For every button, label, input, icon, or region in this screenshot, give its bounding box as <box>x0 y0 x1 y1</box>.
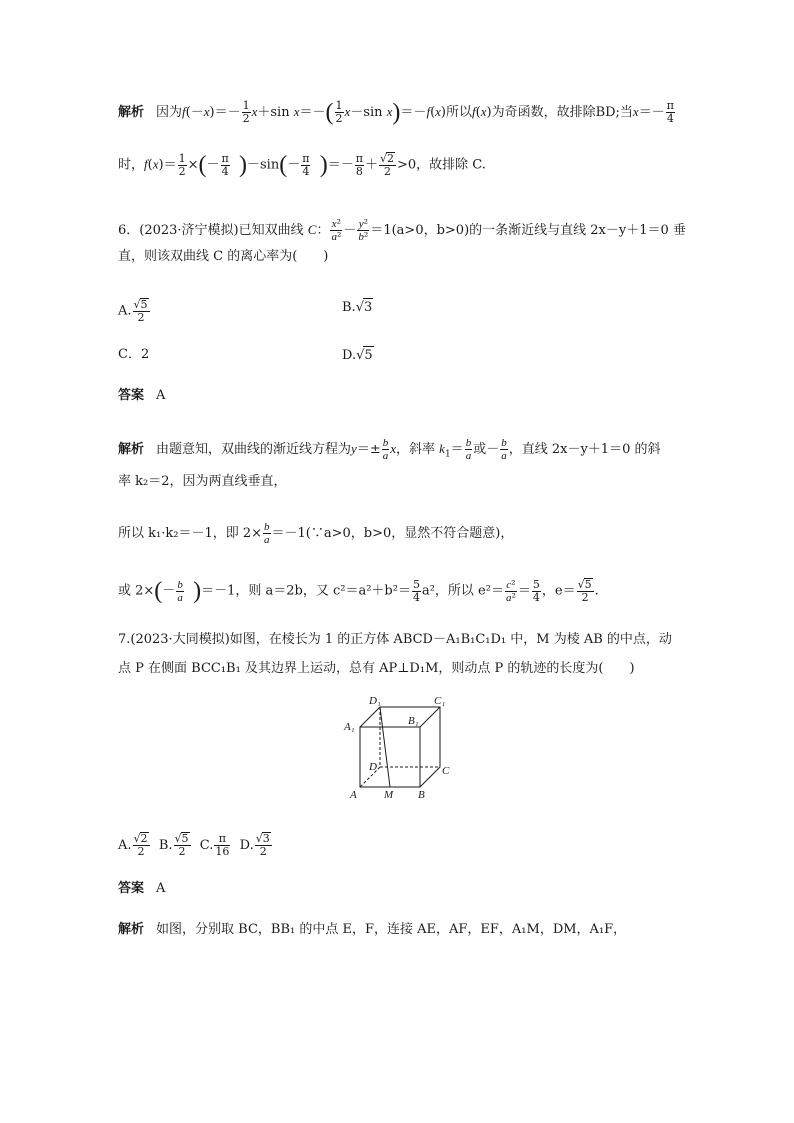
q6-option-d[interactable]: D.√5 <box>342 348 373 363</box>
q7-explanation-line-1 <box>118 921 626 939</box>
label-c: C <box>442 765 450 777</box>
text: 6．(2023·济宁模拟)已知双曲线 <box>118 223 304 238</box>
q6-stem-line-2: 直，则该双曲线 C 的离心率为( ) <box>118 249 329 264</box>
explanation-line-2: 时，f(x)＝ $\frac{1}{2}$ ×(－ $\frac{\pi}{4}$ )－sin(－ $\frac{\pi}{4}$ )＝－ $\frac{\pi}{8}$ ＋ $\frac{√2}{2}$ >0，故排除 C. <box>118 151 486 178</box>
q7-stem-line-1: 7.(2023·大同模拟)如图，在棱长为 1 的正方体 ABCD－A₁B₁C₁D₁ 中，M 为棱 AB 的中点，动 <box>118 632 672 647</box>
option-letter: B. <box>342 300 356 315</box>
text: 由题意知，双曲线的渐近线方程为 <box>156 442 352 457</box>
q6-stem-line-1: 6．(2023·济宁模拟)已知双曲线 C： $\frac{\text{x²}}{\text{a²}}$ － $\frac{\text{y²}}{\text{b²}}$ ＝1(a>0，b>0)的一条渐近线与直线 2x－y＋1＝0 垂 <box>118 217 686 243</box>
label-c1: C₁ <box>434 695 446 707</box>
q6-answer <box>118 387 165 405</box>
q6-option-c[interactable]: C．2 <box>118 347 150 362</box>
q7-options <box>118 832 273 858</box>
explanation-line-1: 解析 因为f(－x)＝－ $\frac{1}{2}$ x＋sin x＝－( $\frac{1}{2}$ x－sin x)＝－f(x)所以f(x)为奇函数，故排除BD;当x＝－ $\frac{\pi}{4}$ <box>118 99 674 126</box>
q7-answer <box>118 880 165 898</box>
answer-label: 答案 <box>118 388 145 403</box>
label-m: M <box>384 789 394 801</box>
answer-label: 答案 <box>118 881 145 896</box>
edge <box>420 707 440 727</box>
jiexi-label: 解析 <box>118 442 145 457</box>
text: 为奇函数，故排除BD;当 <box>491 105 633 120</box>
q7-option-d[interactable]: D. $\frac{√3}{2}$ <box>239 832 270 858</box>
option-letter: A. <box>118 837 132 853</box>
q6-option-b[interactable]: B.√3 <box>342 300 373 315</box>
q6-explanation-line-3: 所以 k₁·k₂＝－1，即 2× $\frac{b}{a}$ ＝－1(∵a>0，b>0，显然不符合题意)， <box>118 521 514 546</box>
jiexi-label: 解析 <box>118 922 145 937</box>
label-a1: A₁ <box>344 721 355 733</box>
q7-stem-line-2: 点 P 在侧面 BCC₁B₁ 及其边界上运动，总有 AP⊥D₁M，则动点 P 的轨迹的长度为( ) <box>118 661 635 676</box>
option-letter: D. <box>342 348 357 363</box>
text: ，e＝ <box>541 583 576 599</box>
jiexi-label: 解析 <box>118 105 145 120</box>
cube-figure <box>340 690 460 805</box>
text: 时， <box>118 157 145 173</box>
text: 如图，分别取 BC，BB₁ 的中点 E，F，连接 AE，AF，EF，A₁M，DM，A₁F， <box>156 922 627 937</box>
q6-explanation-line-1: 解析 由题意知，双曲线的渐近线方程为y＝± $\frac{b}{a}$ x，斜率 $k_1=$ $\frac{b}{a}$ 或－ $\frac{b}{a}$ ，直线 2x－y＋1＝0 的斜 <box>118 437 661 462</box>
text: ＝－1(∵a>0，b>0，显然不符合题意)， <box>271 526 514 541</box>
q7-option-b[interactable]: B. $\frac{√5}{2}$ <box>158 832 189 858</box>
label-d1: D₁ <box>369 695 381 707</box>
label-b1: B₁ <box>408 715 419 727</box>
q6-explanation-line-2: 率 k₂＝2，因为两直线垂直， <box>118 474 287 489</box>
q7-option-a[interactable]: A. $\frac{√2}{2}$ <box>118 832 148 858</box>
text: 所以 k₁·k₂＝－1，即 2× <box>118 526 263 541</box>
q6-option-a[interactable]: A. $\frac{√5}{2}$ <box>118 298 148 324</box>
answer-value: A <box>156 881 166 896</box>
label-a: A <box>350 789 357 801</box>
q7-option-c[interactable]: C. $\frac{\pi}{16}$ <box>199 831 230 858</box>
segment-d1m <box>380 707 390 787</box>
text: 或 2× <box>118 583 155 599</box>
text: ，故排除 C. <box>416 157 486 173</box>
text: ，直线 2x－y＋1＝0 的斜 <box>508 442 661 457</box>
answer-value: A <box>156 388 166 403</box>
q6-explanation-line-4: 或 2×(－ $\frac{b}{a}$ )＝－1，则 a＝2b，又 c²＝a²＋b²＝ $\frac{5}{4}$ a²，所以 e²＝ $\frac{\text{c²}}{\text{a²}}$ ＝ $\frac{5}{4}$ ，e＝ $\frac{√5}{2}$ . <box>118 577 599 604</box>
text: 或 <box>473 442 487 457</box>
option-letter: A. <box>118 303 132 319</box>
fraction: $\frac{1}{2}$ <box>242 99 250 125</box>
text: 因为 <box>156 105 183 120</box>
label-b: B <box>418 789 425 801</box>
label-d: D <box>369 761 377 773</box>
text: ＝－1，则 a＝2b，又 c²＝a²＋b²＝ <box>201 583 411 599</box>
text: ，斜率 <box>396 442 436 457</box>
text: a²，所以 e²＝ <box>421 583 504 599</box>
text: (a>0，b>0)的一条渐近线与直线 2x－y＋1＝0 垂 <box>391 223 686 238</box>
